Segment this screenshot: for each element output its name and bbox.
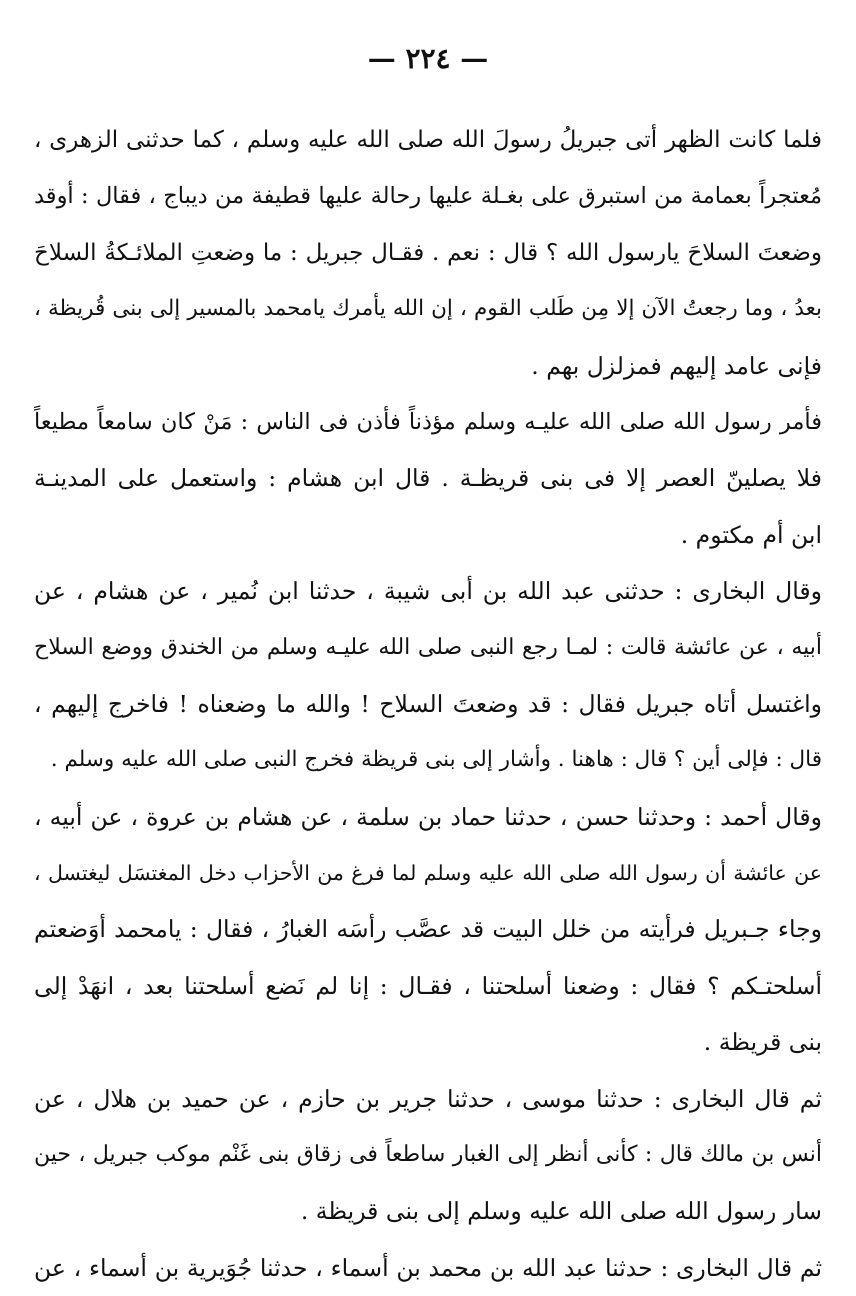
text-line: وقال أحمد : وحدثنا حسن ، حدثنا حماد بن سلمة ، عن هشام بن عروة ، عن أبيه ، — [34, 802, 822, 831]
text-line: أبيه ، عن عائشة قالت : لمـا رجع النبى صلى الله عليـه وسلم من الخندق ووضع السلاح — [34, 634, 822, 660]
text-line: وقال البخارى : حدثنى عبد الله بن أبى شيبة ، حدثنا ابن نُمير ، عن هشام ، عن — [34, 577, 822, 606]
text-line: ثم قال البخارى : حدثنا عبد الله بن محمد بن أسماء ، حدثنا جُوَيرية بن أسماء ، عن — [34, 1253, 822, 1282]
text-line: سار رسول الله صلى الله عليه وسلم إلى بنى قريظة . — [300, 1197, 822, 1226]
body-text — [34, 112, 822, 1296]
text-line: أنس بن مالك قال : كأنى أنظر إلى الغبار ساطعاً فى زقاق بنى غَنْم موكب جبريل ، حين — [34, 1142, 822, 1168]
text-line: ابن أم مكتوم . — [680, 520, 822, 549]
text-line: مُعتجراً بعمامة من استبرق على بغـلة عليها رحالة عليها قطيفة من ديباج ، فقال : أوقد — [34, 183, 822, 210]
text-line: وضعتَ السلاحَ يارسول الله ؟ قال : نعم . فقـال جبريل : ما وضعتِ الملائـكةُ السلاحَ — [34, 239, 822, 266]
text-line: واغتسل أتاه جبريل فقال : قد وضعتَ السلاح ! والله ما وضعناه ! فاخرج إليهم ، — [34, 689, 822, 718]
text-line: عن عائشة أن رسول الله صلى الله عليه وسلم لما فرغ من الأحزاب دخل المغتسَل ليغتسل ، — [34, 861, 822, 886]
text-line: قال : فإلى أين ؟ قال : هاهنا . وأشار إلى بنى قريظة فخرج النبى صلى الله عليه وسلم . — [50, 747, 822, 773]
text-line: فلا يصلينّ العصر إلا فى بنى قريظـة . قال ابن هشام : واستعمل على المدينـة — [34, 464, 822, 493]
text-line: فإنى عامد إليهم فمزلزل بهم . — [531, 351, 822, 380]
text-line: فأمر رسول الله صلى الله عليـه وسلم مؤذناً فأذن فى الناس : مَنْ كان سامعاً مطيعاً — [34, 408, 822, 435]
text-line: ثم قال البخارى : حدثنا موسى ، حدثنا جرير بن حازم ، عن حميد بن هلال ، عن — [34, 1084, 822, 1113]
text-line: بعدُ ، وما رجعتُ الآن إلا مِن طَلب القوم ، إن الله يأمرك يامحمد بالمسير إلى بنى قُريظة ، — [34, 296, 822, 322]
page-number: — ٢٢٤ — — [367, 42, 489, 75]
text-line: فلما كانت الظهر أتى جبريلُ رسولَ الله صلى الله عليه وسلم ، كما حدثنى الزهرى ، — [34, 127, 822, 153]
text-line: وجاء جـبريل فرأيته من خلل البيت قد عصَّب رأسَه الغبارُ ، فقال : يامحمد أوَضعتم — [34, 915, 822, 944]
text-line: أسلحتـكم ؟ فقال : وضعنا أسلحتنا ، فقـال : إنا لم نَضع أسلحتنا بعد ، انهَدْ إلى — [34, 971, 822, 1000]
text-line: بنى قريظة . — [703, 1028, 822, 1057]
